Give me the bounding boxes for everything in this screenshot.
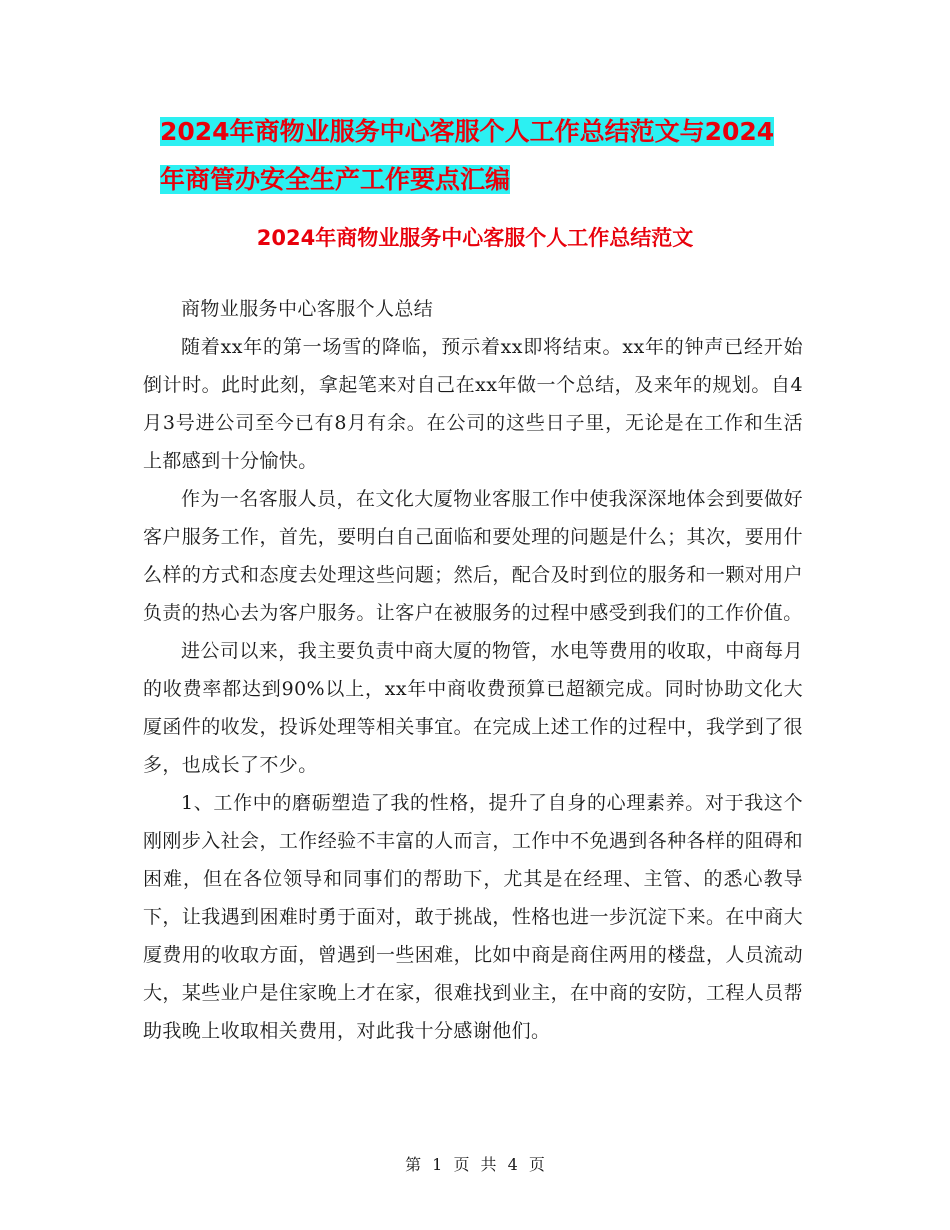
main-title-line-1: 2024年商物业服务中心客服个人工作总结范文与2024 xyxy=(160,117,775,146)
body-text xyxy=(143,290,803,1050)
paragraph: 1、工作中的磨砺塑造了我的性格，提升了自身的心理素养。对于我这个刚刚步入社会，工作经验不丰富的人而言，工作中不免遇到各种各样的阻碍和困难，但在各位领导和同事们的帮助下，尤其是在经理、主管、的悉心教导下，让我遇到困难时勇于面对，敢于挑战，性格也进一步沉淀下来。在中商大厦费用的收取方面，曾遇到一些困难，比如中商是商住两用的楼盘，人员流动大，某些业户是住家晚上才在家，很难找到业主，在中商的安防，工程人员帮助我晚上收取相关费用，对此我十分感谢他们。 xyxy=(143,792,803,1042)
main-title xyxy=(160,108,820,204)
section-title: 2024年商物业服务中心客服个人工作总结范文 xyxy=(256,226,694,250)
main-title-line-2: 年商管办安全生产工作要点汇编 xyxy=(160,165,511,194)
paragraph: 商物业服务中心客服个人总结 xyxy=(181,298,434,320)
paragraph: 随着xx年的第一场雪的降临，预示着xx即将结束。xx年的钟声已经开始倒计时。此时此刻，拿起笔来对自己在xx年做一个总结，及来年的规划。自4月3号进公司至今已有8月有余。在公司的这些日子里，无论是在工作和生活上都感到十分愉快。 xyxy=(143,336,803,472)
paragraph: 进公司以来，我主要负责中商大厦的物管，水电等费用的收取，中商每月的收费率都达到90%以上，xx年中商收费预算已超额完成。同时协助文化大厦函件的收发，投诉处理等相关事宜。在完成上述工作的过程中，我学到了很多，也成长了不少。 xyxy=(143,640,803,776)
paragraph: 作为一名客服人员，在文化大厦物业客服工作中使我深深地体会到要做好客户服务工作，首先，要明白自己面临和要处理的问题是什么；其次，要用什么样的方式和态度去处理这些问题；然后，配合及时到位的服务和一颗对用户负责的热心去为客户服务。让客户在被服务的过程中感受到我们的工作价值。 xyxy=(143,488,803,624)
page-number-footer: 第 1 页 共 4 页 xyxy=(405,1155,545,1174)
